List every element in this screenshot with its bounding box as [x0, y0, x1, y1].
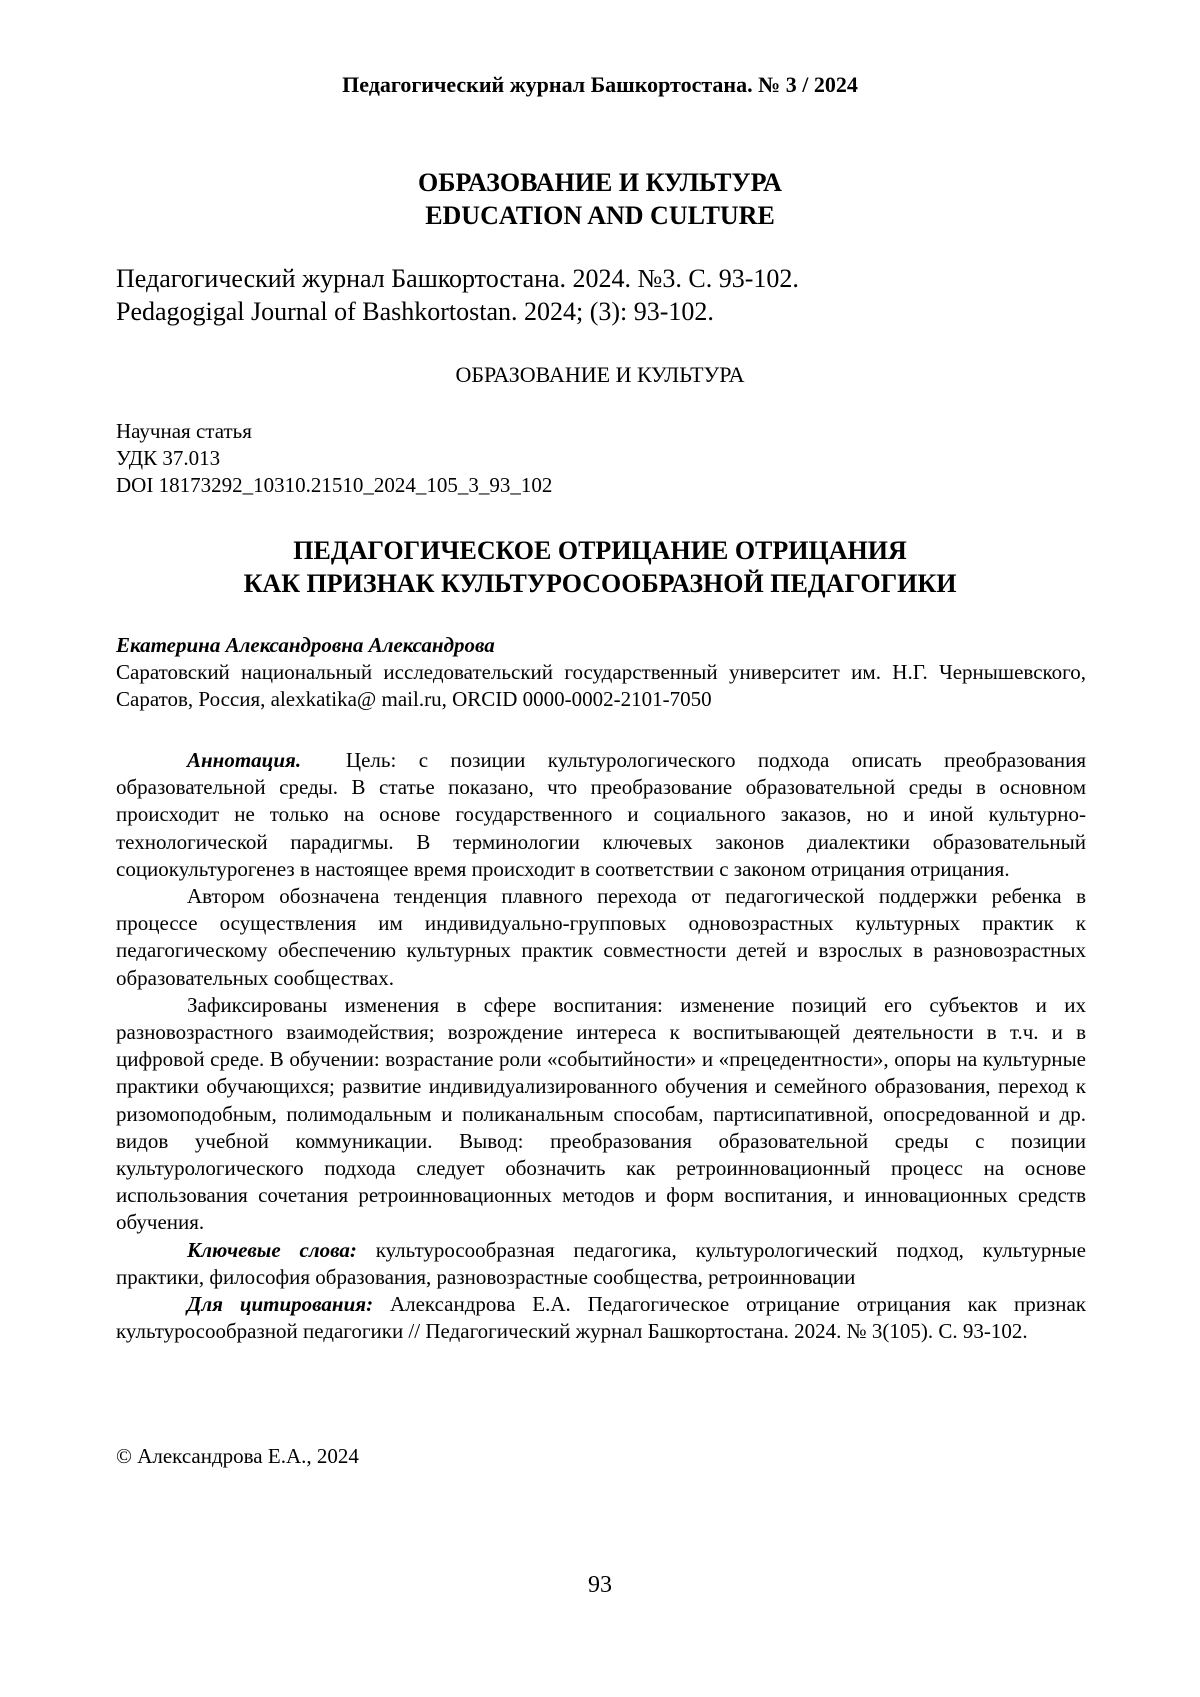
citation-paragraph	[116, 1291, 1086, 1345]
author-name: Екатерина Александровна Александрова	[116, 633, 495, 657]
journal-reference	[116, 262, 799, 328]
journal-reference-ru: Педагогический журнал Башкортостана. 2024. №3. С. 93-102.	[116, 264, 799, 293]
rubric: ОБРАЗОВАНИЕ И КУЛЬТУРА	[455, 362, 745, 387]
article-title	[0, 534, 1200, 600]
article-type: Научная статья	[116, 419, 252, 443]
keywords-paragraph	[116, 1237, 1086, 1291]
abstract	[116, 747, 1086, 1345]
abstract-paragraph-1	[116, 747, 1086, 883]
section-heading-ru: ОБРАЗОВАНИЕ И КУЛЬТУРА	[418, 168, 782, 197]
abstract-paragraph-2: Автором обозначена тенденция плавного перехода от педагогической поддержки ребенка в процессе осуществления им индивидуально-групповых одновозрастных культурных практик к педагогическому обеспечению культурных практик совместности детей и взрослых в разновозрастных образовательных сообществах.	[116, 884, 1086, 990]
section-heading	[0, 166, 1200, 232]
article-title-line-1: ПЕДАГОГИЧЕСКОЕ ОТРИЦАНИЕ ОТРИЦАНИЯ	[293, 536, 907, 565]
abstract-text-1: Цель: с позиции культурологического подхода описать преобразования образовательной среды. В статье показано, что преобразование образовательной среды в основном происходит не только на основе государственного и социального заказов, но и иной культурно-технологической парадигмы. В терминологии ключевых законов диалектики образовательный социокультурогенез в настоящее время происходит в соответствии с законом отрицания отрицания.	[116, 748, 1086, 881]
author-block	[116, 632, 1086, 713]
doi: DOI 18173292_10310.21510_2024_105_3_93_102	[116, 473, 553, 497]
udc-code: УДК 37.013	[116, 446, 221, 470]
keywords-text: культуросообразная педагогика, культурологический подход, культурные практики, философия образования, разновозрастные сообщества, ретроинновации	[116, 1237, 1086, 1289]
running-header: Педагогический журнал Башкортостана. № 3 / 2024	[342, 72, 858, 97]
keywords-label: Ключевые слова:	[187, 1237, 357, 1262]
article-meta	[116, 418, 552, 499]
copyright: © Александрова Е.А., 2024	[116, 1444, 359, 1468]
abstract-paragraph-3: Зафиксированы изменения в сфере воспитания: изменение позиций его субъектов и их разновозрастного взаимодействия; возрождение интереса к воспитывающей деятельности в т.ч. и в цифровой среде. В обучении: возрастание роли «событийности» и «прецедентности», опоры на культурные практики обучающихся; развитие индивидуализированного обучения и семейного образования, переход к ризомоподобным, полимодальным и поликанальным способам, партисипативной, опосредованной и др. видов учебной коммуникации. Вывод: преобразования образовательной среды с позиции культурологического подхода следует обозначить как ретроинновационный процесс на основе использования сочетания ретроинновационных методов и форм воспитания, и инновационных средств обучения.	[116, 992, 1086, 1235]
page-number: 93	[588, 1572, 612, 1598]
author-affiliation: Саратовский национальный исследовательский государственный университет им. Н.Г. Чернышевского, Саратов, Россия, alexkatika@ mail.ru, ORCID 0000-0002-2101-7050	[116, 660, 1086, 711]
citation-text: Александрова Е.А. Педагогическое отрицание отрицания как признак культуросообразной педагогики // Педагогический журнал Башкортостана. 2024. № 3(105). С. 93-102.	[116, 1292, 1086, 1344]
article-title-line-2: КАК ПРИЗНАК КУЛЬТУРОСООБРАЗНОЙ ПЕДАГОГИКИ	[243, 569, 957, 598]
abstract-label: Аннотация.	[187, 748, 302, 772]
section-heading-en: EDUCATION AND CULTURE	[425, 201, 775, 230]
citation-label: Для цитирования:	[187, 1292, 374, 1317]
journal-reference-en: Pedagogigal Journal of Bashkortostan. 2024; (3): 93-102.	[116, 297, 714, 326]
